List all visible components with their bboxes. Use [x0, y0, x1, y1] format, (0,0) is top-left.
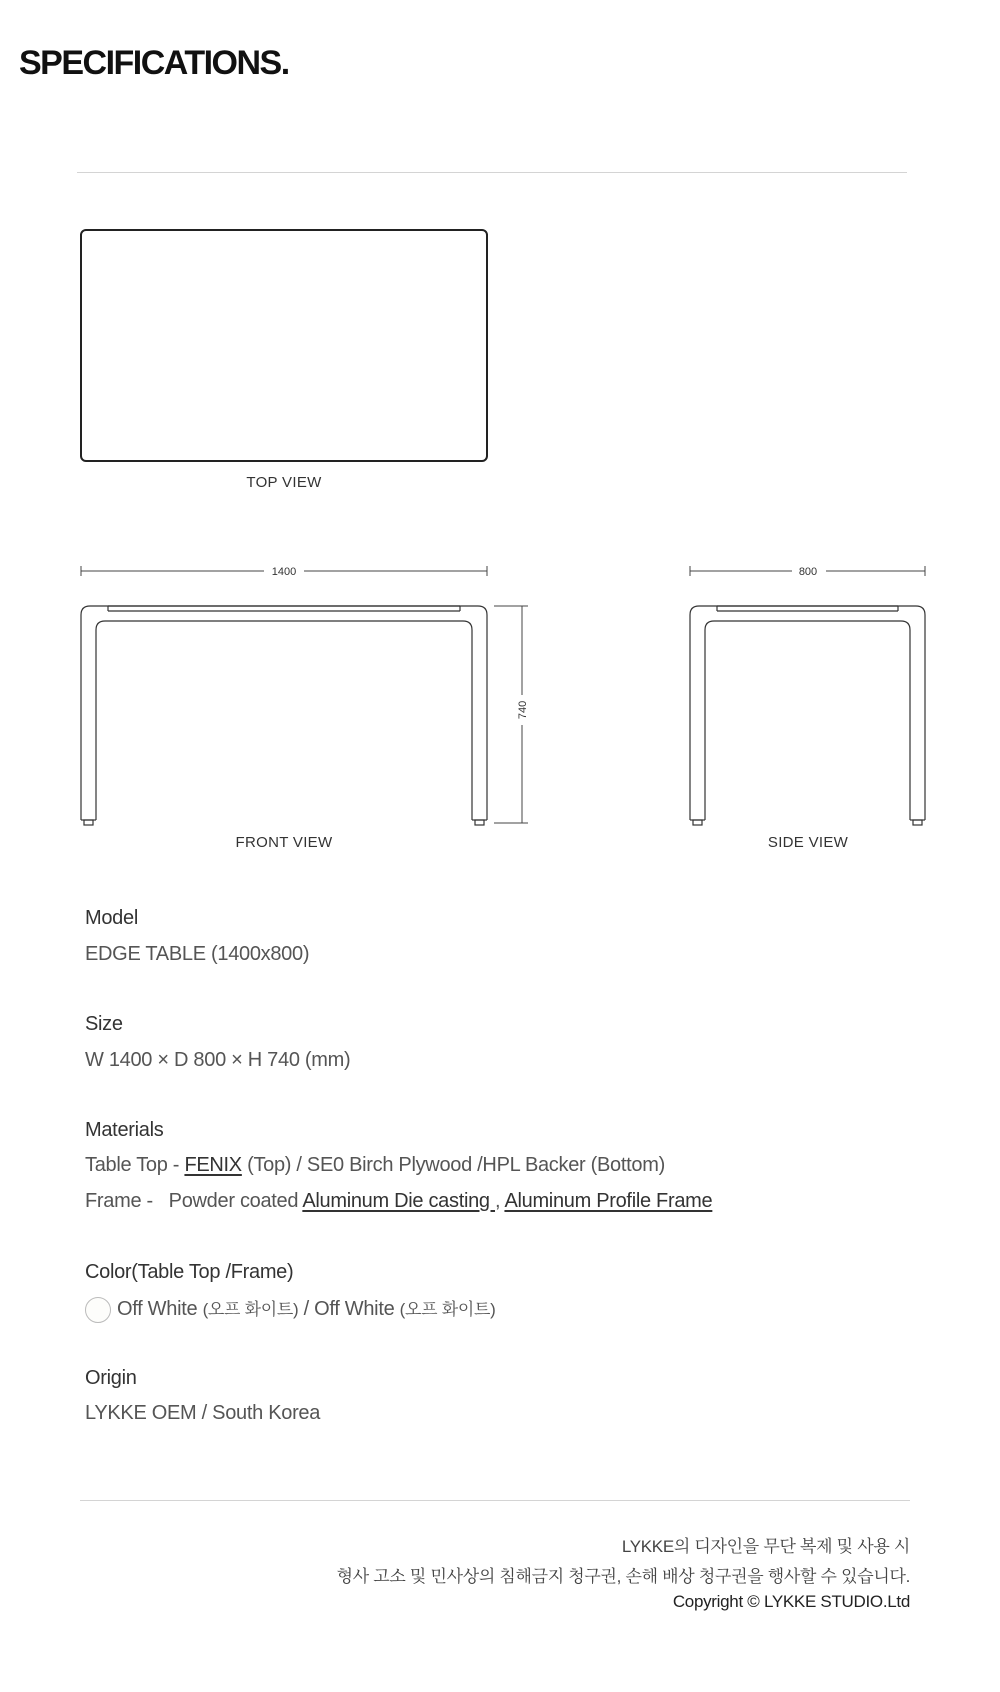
top-view-outline	[81, 230, 487, 461]
footer-copyright: Copyright © LYKKE STUDIO.Ltd	[672, 1592, 910, 1611]
top-view-label: TOP VIEW	[246, 474, 322, 491]
side-view-label: SIDE VIEW	[767, 834, 849, 851]
front-width-label: 1400	[271, 566, 297, 578]
fenix-link[interactable]: FENIX	[184, 1154, 242, 1176]
footer-divider	[80, 1500, 910, 1501]
color-top-name: Off White	[117, 1298, 198, 1320]
materials-tabletop-prefix: Table Top -	[85, 1154, 185, 1176]
origin-label: Origin	[85, 1367, 137, 1389]
color-separator: /	[303, 1298, 315, 1320]
aluminum-profile-frame-link[interactable]: Aluminum Profile Frame	[504, 1190, 713, 1212]
materials-frame-separator: ,	[495, 1190, 505, 1212]
aluminum-die-casting-link[interactable]: Aluminum Die casting	[302, 1190, 496, 1212]
side-depth-label: 800	[798, 566, 818, 578]
color-label: Color(Table Top /Frame)	[85, 1261, 294, 1283]
materials-frame-prefix: Frame - Powder coated	[85, 1190, 303, 1212]
side-view-table	[690, 606, 925, 825]
materials-label: Materials	[85, 1119, 164, 1141]
model-value: EDGE TABLE (1400x800)	[85, 943, 310, 965]
front-height-label: 740	[517, 700, 529, 720]
materials-line-tabletop	[85, 1154, 665, 1177]
footer-notice-line1: LYKKE의 디자인을 무단 복제 및 사용 시	[621, 1537, 910, 1556]
color-frame-kr: (오프 화이트)	[399, 1300, 496, 1319]
color-value	[85, 1295, 495, 1323]
size-value: W 1400 × D 800 × H 740 (mm)	[85, 1049, 351, 1071]
size-label: Size	[85, 1013, 123, 1035]
front-view-label: FRONT VIEW	[235, 834, 333, 851]
front-view-table	[81, 606, 487, 825]
off-white-swatch	[85, 1297, 111, 1323]
materials-tabletop-suffix: (Top) / SE0 Birch Plywood /HPL Backer (Bottom)	[241, 1154, 665, 1176]
materials-line-frame	[85, 1190, 712, 1213]
color-top-kr: (오프 화이트)	[202, 1300, 299, 1319]
origin-value: LYKKE OEM / South Korea	[85, 1402, 321, 1424]
page-title: SPECIFICATIONS.	[19, 44, 289, 82]
model-label: Model	[85, 907, 138, 929]
footer-notice-line2: 형사 고소 및 민사상의 침해금지 청구권, 손해 배상 청구권을 행사할 수 있습니다.	[336, 1567, 910, 1586]
color-frame-name: Off White	[314, 1298, 395, 1320]
